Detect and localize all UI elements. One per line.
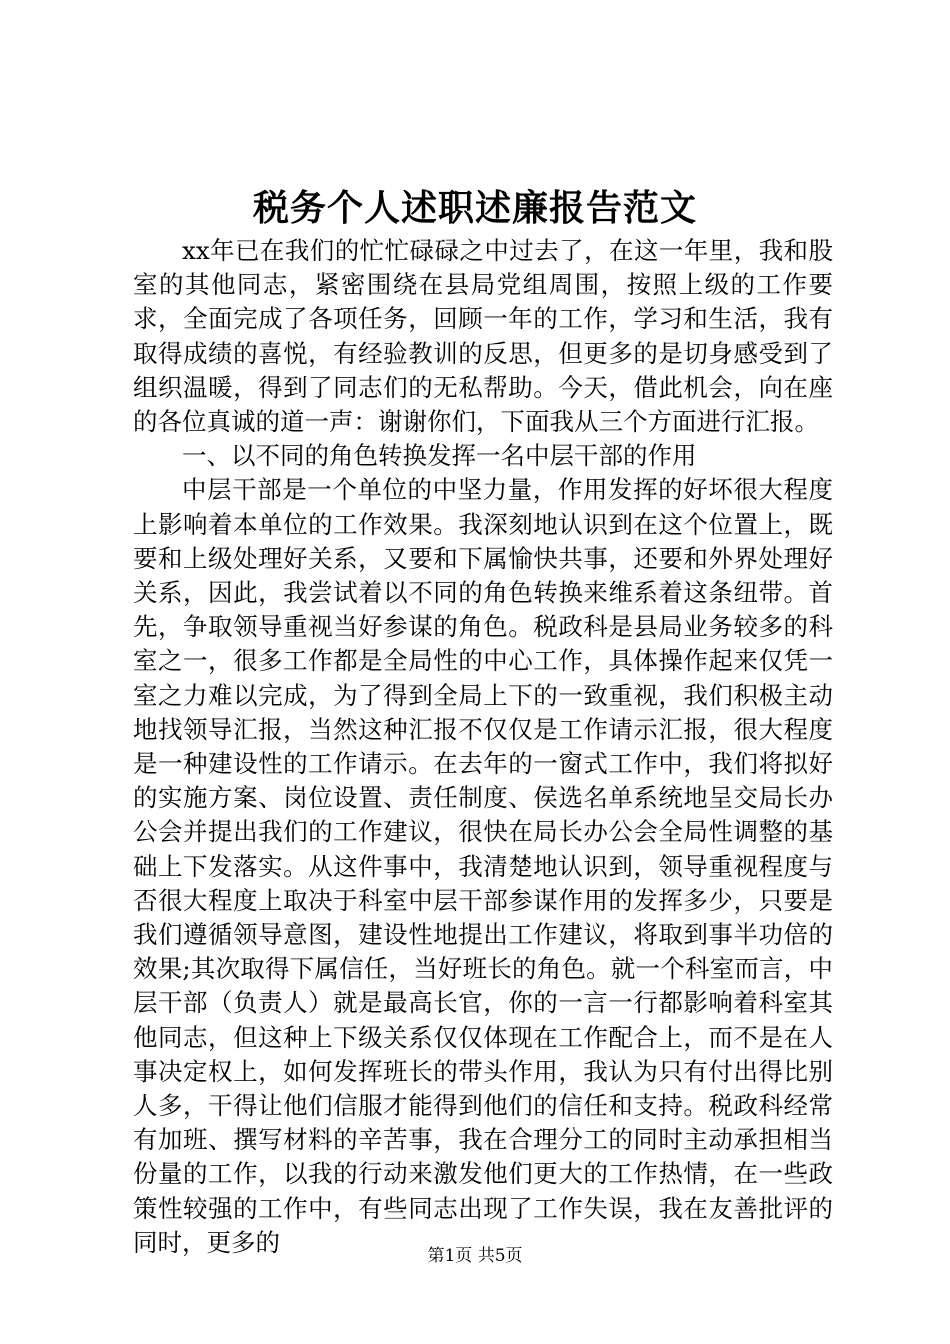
paragraph-section-1: 中层干部是一个单位的中坚力量，作用发挥的好坏很大程度上影响着本单位的工作效果。我深刻地认识到在这个位置上，既要和上级处理好关系，又要和下属愉快共事，还要和外界处理好关系，因此，我尝试着以不同的角色转换来维系着这条纽带。首先，争取领导重视当好参谋的角色。税政科是县局业务较多的科室之一，很多工作都是全局性的中心工作，具体操作起来仅凭一室之力难以完成，为了得到全局上下的一致重视，我们积极主动地找领导汇报，当然这种汇报不仅仅是工作请示汇报，很大程度是一种建设性的工作请示。在去年的一窗式工作中，我们将拟好的实施方案、岗位设置、责任制度、侯选名单系统地呈交局长办公会并提出我们的工作建议，很快在局长办公会全局性调整的基础上下发落实。从这件事中，我清楚地认识到，领导重视程度与否很大程度上取决于科室中层干部参谋作用的发挥多少，只要是我们遵循领导意图，建设性地提出工作建议，将取到事半功倍的效果;其次取得下属信任，当好班长的角色。就一个科室而言，中层干部（负责人）就是最高长官，你的一言一行都影响着科室其他同志，但这种上下级关系仅仅体现在工作配合上，而不是在人事决定权上，如何发挥班长的带头作用，我认为只有付出得比别人多，干得让他们信服才能得到他们的信任和支持。税政科经常有加班、撰写材料的辛苦事，我在合理分工的同时主动承担相当份量的工作，以我的行动来激发他们更大的工作热情，在一些政策性较强的工作中，有些同志出现了工作失误，我在友善批评的同时，更多的: [133, 475, 833, 1257]
section-heading-1: 一、以不同的角色转换发挥一名中层干部的作用: [182, 441, 697, 471]
document-body: [133, 234, 833, 1260]
document-title: 税务个人述职述廉报告范文: [252, 187, 697, 229]
page-footer: 第1页 共5页: [427, 1246, 523, 1266]
paragraph-intro: xx年已在我们的忙忙碌碌之中过去了，在这一年里，我和股室的其他同志，紧密围绕在县局党组周围，按照上级的工作要求，全面完成了各项任务，回顾一年的工作，学习和生活，我有取得成绩的喜悦，有经验教训的反思，但更多的是切身感受到了组织温暖，得到了同志们的无私帮助。今天，借此机会，向在座的各位真诚的道一声：谢谢你们，下面我从三个方面进行汇报。: [133, 236, 833, 437]
